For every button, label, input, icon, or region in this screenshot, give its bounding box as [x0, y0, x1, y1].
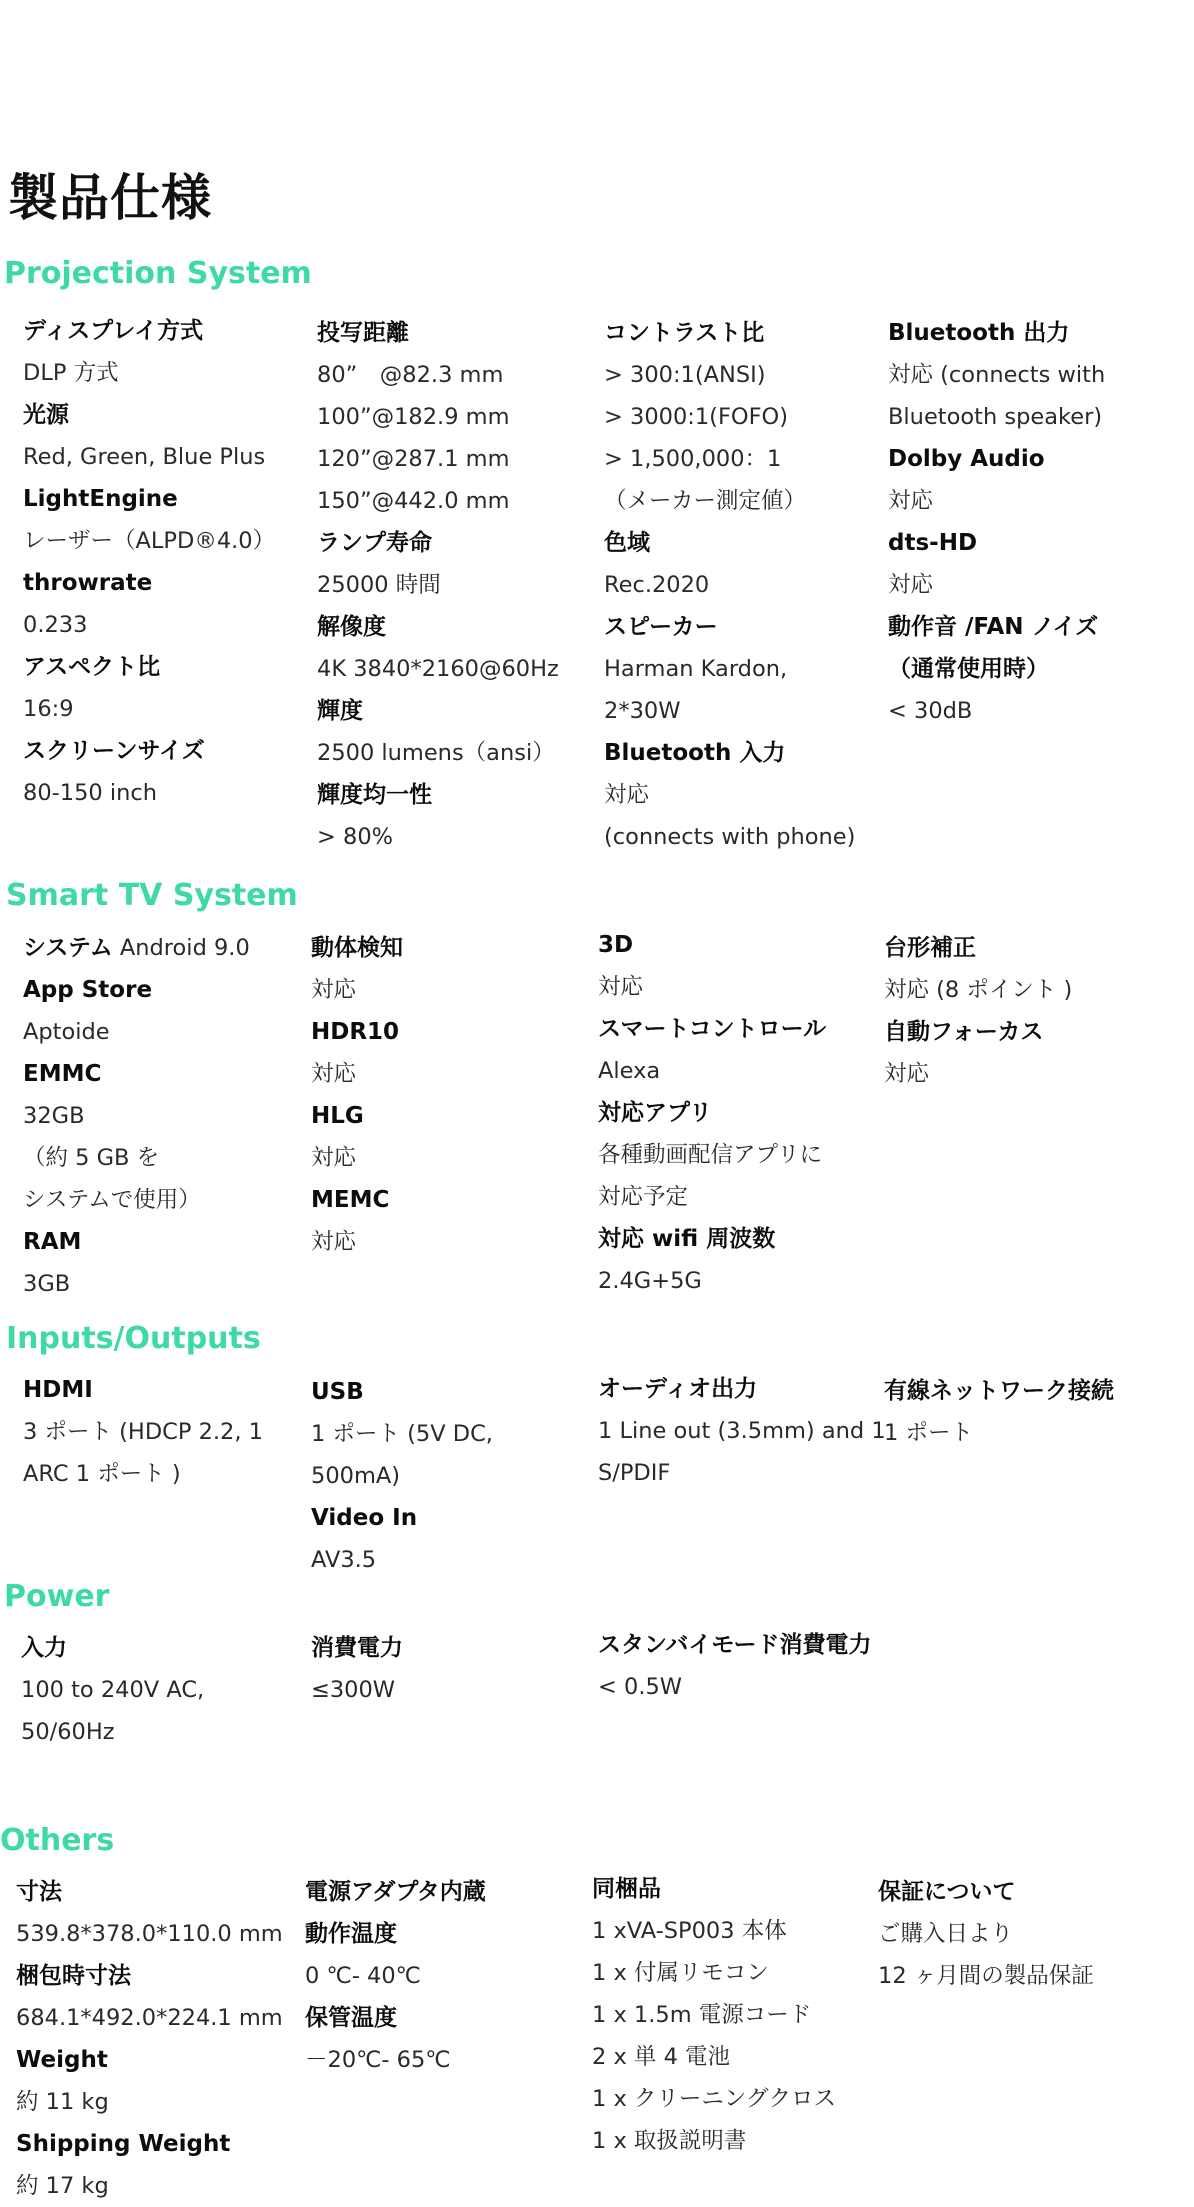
spec-value-text: レーザー（ALPD®4.0）	[23, 528, 276, 554]
spec-label	[598, 1368, 868, 1410]
spec-value-text: システムで使用）	[23, 1187, 201, 1213]
spec-value	[317, 816, 587, 858]
spec-label	[23, 478, 293, 520]
spec-label-text: Shipping Weight	[16, 2131, 231, 2157]
spec-value-text: 0.233	[23, 612, 88, 638]
spec-value	[305, 1955, 575, 1997]
spec-value-text: －20℃- 65℃	[305, 2047, 451, 2073]
spec-label-text: スピーカー	[604, 614, 718, 640]
spec-label-text: スマートコントロール	[598, 1016, 827, 1042]
spec-value	[604, 774, 874, 816]
spec-label	[23, 1053, 293, 1095]
section-heading-projection-system: Projection System	[4, 256, 312, 291]
spec-column	[884, 927, 1154, 1095]
spec-value-text: AV3.5	[311, 1547, 377, 1573]
spec-label	[305, 1871, 575, 1913]
spec-value	[311, 1053, 581, 1095]
spec-label-text: 3D	[598, 932, 634, 958]
spec-value-text: 0 ℃- 40℃	[305, 1963, 421, 1989]
spec-value-text: 対応予定	[598, 1184, 689, 1210]
spec-label	[604, 312, 874, 354]
spec-value-text: 12 ヶ月間の製品保証	[878, 1963, 1094, 1989]
spec-value-text: > 300:1(ANSI)	[604, 362, 766, 388]
spec-value-text: 対応 (connects with	[888, 362, 1106, 388]
spec-label-text: 自動フォーカス	[884, 1019, 1044, 1045]
spec-label	[311, 927, 581, 969]
spec-label-text: throwrate	[23, 570, 153, 596]
spec-label-text: 消費電力	[311, 1635, 403, 1661]
spec-label	[598, 1218, 868, 1260]
spec-label-text: ディスプレイ方式	[23, 318, 204, 344]
spec-value-text: > 80%	[317, 824, 394, 850]
spec-value-text: 1 ポート (5V DC,	[311, 1421, 493, 1447]
spec-value	[604, 564, 874, 606]
spec-label-text: ランプ寿命	[317, 530, 432, 556]
spec-value	[598, 1452, 868, 1494]
spec-value	[317, 564, 587, 606]
spec-value-text: 約 11 kg	[16, 2089, 109, 2115]
spec-value	[878, 1913, 1148, 1955]
spec-column	[888, 312, 1158, 732]
spec-value	[592, 1952, 862, 1994]
spec-column	[311, 1371, 581, 1581]
spec-value-text: Aptoide	[23, 1019, 110, 1045]
spec-value	[16, 1997, 286, 2039]
spec-value-text: 対応	[311, 1229, 357, 1255]
spec-value-text: 対応	[311, 977, 357, 1003]
spec-label	[317, 690, 587, 732]
spec-value	[23, 1011, 293, 1053]
spec-label-text: アスペクト比	[23, 654, 161, 680]
spec-value-text: 100 to 240V AC,	[21, 1677, 205, 1703]
section-heading-smart-tv-system: Smart TV System	[6, 878, 298, 913]
spec-value	[23, 1263, 293, 1305]
spec-label-text: MEMC	[311, 1187, 390, 1213]
spec-value-text: 2500 lumens（ansi）	[317, 740, 555, 766]
spec-value-text: 1 Line out (3.5mm) and 1	[598, 1418, 886, 1444]
spec-value	[23, 1179, 293, 1221]
spec-value	[16, 2081, 286, 2123]
spec-label-text: USB	[311, 1379, 364, 1405]
spec-label-text: 解像度	[317, 614, 386, 640]
spec-column	[305, 1871, 575, 2081]
spec-value-text: DLP 方式	[23, 360, 119, 386]
spec-label	[23, 1221, 293, 1263]
spec-label	[317, 312, 587, 354]
spec-value	[23, 1453, 293, 1495]
spec-value-text: Bluetooth speaker)	[888, 404, 1103, 430]
spec-label-text: 寸法	[16, 1879, 62, 1905]
spec-label	[592, 1868, 862, 1910]
spec-value	[888, 396, 1158, 438]
spec-value	[23, 1411, 293, 1453]
spec-value	[598, 1410, 886, 1452]
spec-value-text: 1 x 取扱説明書	[592, 2128, 747, 2154]
spec-value-text: （約 5 GB を	[23, 1145, 160, 1171]
spec-column	[21, 1627, 291, 1753]
spec-label-text: 入力	[21, 1635, 67, 1661]
spec-label-text: 動体検知	[311, 935, 403, 961]
spec-label-text: HDR10	[311, 1019, 400, 1045]
spec-value	[311, 969, 581, 1011]
spec-value-text: 対応	[888, 488, 934, 514]
spec-value-text: > 1,500,000：1	[604, 446, 782, 472]
spec-label-text: LightEngine	[23, 486, 178, 512]
spec-column	[23, 1369, 293, 1495]
spec-label-text: HLG	[311, 1103, 364, 1129]
spec-value	[592, 1994, 862, 2036]
spec-value-text: 3GB	[23, 1271, 71, 1297]
spec-value	[317, 648, 587, 690]
spec-label	[598, 1092, 868, 1134]
spec-label-text: 台形補正	[884, 935, 976, 961]
spec-label-text: オーディオ出力	[598, 1376, 758, 1402]
spec-value-text: 対応	[888, 572, 934, 598]
spec-value	[592, 2120, 862, 2162]
spec-value	[311, 1413, 581, 1455]
spec-label	[16, 1871, 286, 1913]
spec-value-text: 約 17 kg	[16, 2173, 109, 2199]
spec-label	[604, 732, 874, 774]
spec-label	[23, 646, 293, 688]
spec-value	[878, 1955, 1148, 1997]
spec-value	[598, 1134, 868, 1176]
spec-label	[888, 522, 1158, 564]
spec-value	[311, 1137, 581, 1179]
spec-value	[21, 1711, 291, 1753]
spec-value-text: （メーカー測定値）	[604, 488, 807, 514]
spec-label-text: Video In	[311, 1505, 418, 1531]
spec-value-text: 3 ポート (HDCP 2.2, 1	[23, 1419, 263, 1445]
spec-label-text: スクリーンサイズ	[23, 738, 205, 764]
spec-value	[604, 354, 874, 396]
spec-label-text: App Store	[23, 977, 153, 1003]
spec-value-text: ARC 1 ポート )	[23, 1461, 181, 1487]
spec-value-text: 1 ポート	[884, 1420, 973, 1446]
spec-value-text: S/PDIF	[598, 1460, 671, 1486]
spec-label-text: 梱包時寸法	[16, 1963, 131, 1989]
spec-value-text: 対応 (8 ポイント )	[884, 977, 1073, 1003]
spec-value	[311, 1539, 581, 1581]
spec-label-text: RAM	[23, 1229, 82, 1255]
spec-value-text: ご購入日より	[878, 1921, 1014, 1947]
spec-value-text: 対応	[604, 782, 650, 808]
spec-label	[888, 438, 1158, 480]
spec-label	[311, 1179, 581, 1221]
spec-label-text: EMMC	[23, 1061, 102, 1087]
spec-label-text: 色域	[604, 530, 650, 556]
spec-value-text: 1 x クリーニングクロス	[592, 2086, 836, 2112]
spec-label-text: 対応アプリ	[598, 1100, 713, 1126]
spec-value-text: 2*30W	[604, 698, 681, 724]
spec-value	[23, 604, 293, 646]
spec-value-text: Alexa	[598, 1058, 661, 1084]
spec-value-text: 1 x 1.5m 電源コード	[592, 2002, 812, 2028]
spec-value	[23, 1137, 293, 1179]
spec-value	[592, 2036, 862, 2078]
spec-label	[23, 394, 293, 436]
spec-label-text: Bluetooth 出力	[888, 320, 1070, 346]
spec-value-text: 対応	[598, 974, 644, 1000]
spec-label	[23, 927, 293, 969]
spec-value	[317, 480, 587, 522]
spec-label-text: 動作温度	[305, 1921, 397, 1947]
spec-value	[311, 1221, 581, 1263]
spec-label	[598, 1624, 872, 1666]
spec-label	[598, 924, 868, 966]
spec-column	[878, 1871, 1148, 1997]
spec-value-text: ≤300W	[311, 1677, 396, 1703]
section-heading-power: Power	[4, 1579, 110, 1614]
spec-label-text: Dolby Audio	[888, 446, 1045, 472]
spec-value	[317, 732, 587, 774]
spec-column	[23, 927, 293, 1305]
spec-value-text: 25000 時間	[317, 572, 441, 598]
spec-label	[888, 648, 1158, 690]
spec-column	[598, 1624, 872, 1708]
spec-label	[16, 2039, 286, 2081]
spec-label	[317, 522, 587, 564]
spec-label	[16, 2123, 286, 2165]
spec-value	[604, 480, 874, 522]
spec-value-text: < 0.5W	[598, 1674, 683, 1700]
spec-label	[884, 1011, 1154, 1053]
spec-label-text: HDMI	[23, 1377, 93, 1403]
spec-label	[317, 606, 587, 648]
spec-label-text: 投写距離	[317, 320, 409, 346]
spec-value	[311, 1455, 581, 1497]
spec-label	[21, 1627, 291, 1669]
spec-column	[598, 924, 868, 1302]
spec-label	[604, 606, 874, 648]
spec-value	[884, 969, 1154, 1011]
spec-value	[23, 436, 293, 478]
spec-value-text: 500mA)	[311, 1463, 401, 1489]
spec-label-text: 光源	[23, 402, 69, 428]
spec-value-text: > 3000:1(FOFO)	[604, 404, 789, 430]
spec-value	[16, 2165, 286, 2207]
spec-column	[16, 1871, 286, 2207]
spec-value	[305, 2039, 575, 2081]
spec-value	[598, 1666, 868, 1708]
spec-label-text: 同梱品	[592, 1876, 661, 1902]
spec-value	[21, 1669, 291, 1711]
spec-label	[305, 1997, 575, 2039]
spec-column	[592, 1868, 862, 2162]
spec-value	[592, 2078, 862, 2120]
spec-value-text: 50/60Hz	[21, 1719, 115, 1745]
section-heading-inputs-outputs: Inputs/Outputs	[6, 1321, 261, 1356]
spec-label	[888, 312, 1158, 354]
spec-label	[604, 522, 874, 564]
spec-value	[598, 1176, 868, 1218]
spec-value-text: Harman Kardon,	[604, 656, 788, 682]
spec-value-text: 80” @82.3 mm	[317, 362, 504, 388]
spec-value-text: 100”@182.9 mm	[317, 404, 510, 430]
spec-label	[311, 1497, 581, 1539]
spec-value-text: Red, Green, Blue Plus	[23, 444, 266, 470]
spec-label-text: システム	[23, 935, 113, 961]
spec-value	[598, 1050, 868, 1092]
spec-label-text: 輝度	[317, 698, 363, 724]
spec-label	[16, 1955, 286, 1997]
spec-value	[888, 564, 1158, 606]
spec-value-text: 684.1*492.0*224.1 mm	[16, 2005, 283, 2031]
spec-label-text: 有線ネットワーク接続	[884, 1378, 1114, 1404]
spec-value	[604, 438, 874, 480]
spec-value-text: 32GB	[23, 1103, 85, 1129]
spec-value	[884, 1412, 1154, 1454]
spec-value	[23, 1095, 293, 1137]
spec-column	[317, 312, 587, 858]
spec-label	[311, 1095, 581, 1137]
spec-label-text: 動作音 /FAN ノイズ	[888, 614, 1099, 640]
spec-value	[317, 354, 587, 396]
spec-value-text: 1 xVA-SP003 本体	[592, 1918, 787, 1944]
section-heading-others: Others	[0, 1823, 115, 1858]
spec-value-text: 80-150 inch	[23, 780, 157, 806]
spec-value-text: 対応	[884, 1061, 930, 1087]
spec-value	[23, 688, 293, 730]
spec-label-text: 保証について	[878, 1879, 1016, 1905]
spec-value-text: 対応	[311, 1145, 357, 1171]
spec-value-text: < 30dB	[888, 698, 973, 724]
spec-label-text: （通常使用時）	[888, 656, 1049, 682]
spec-column	[598, 1368, 886, 1494]
spec-label-text: スタンバイモード消費電力	[598, 1632, 872, 1658]
spec-value-text: (connects with phone)	[604, 824, 856, 850]
spec-value	[604, 816, 874, 858]
spec-column	[23, 310, 293, 814]
spec-value-text: Rec.2020	[604, 572, 710, 598]
spec-label	[23, 562, 293, 604]
spec-label	[311, 1627, 581, 1669]
spec-value	[23, 520, 293, 562]
spec-label	[305, 1913, 575, 1955]
spec-label-text: 輝度均一性	[317, 782, 432, 808]
spec-value	[604, 690, 874, 732]
spec-label	[598, 1008, 868, 1050]
spec-label	[311, 1011, 581, 1053]
spec-value-text: 4K 3840*2160@60Hz	[317, 656, 559, 682]
spec-label-text: 保管温度	[305, 2005, 397, 2031]
spec-value	[604, 648, 874, 690]
spec-value-text: 539.8*378.0*110.0 mm	[16, 1921, 283, 1947]
spec-value-text: 2.4G+5G	[598, 1268, 702, 1294]
spec-label-text: 電源アダプタ内蔵	[305, 1879, 486, 1905]
spec-value-text: 対応	[311, 1061, 357, 1087]
spec-label	[23, 730, 293, 772]
spec-label	[23, 1369, 293, 1411]
spec-label	[23, 310, 293, 352]
spec-value-text: 各種動画配信アプリに	[598, 1142, 823, 1168]
spec-value	[311, 1669, 581, 1711]
spec-value-text: 16:9	[23, 696, 74, 722]
spec-value	[888, 480, 1158, 522]
spec-label	[23, 969, 293, 1011]
page-title: 製品仕様	[8, 169, 212, 227]
spec-label-text: 対応 wifi 周波数	[598, 1226, 776, 1252]
spec-value	[592, 1910, 862, 1952]
spec-value	[16, 1913, 286, 1955]
spec-label	[884, 927, 1154, 969]
spec-value-text: 120”@287.1 mm	[317, 446, 510, 472]
spec-column	[311, 927, 581, 1263]
spec-value-text: 150”@442.0 mm	[317, 488, 510, 514]
spec-label	[317, 774, 587, 816]
spec-value-text: Android 9.0	[112, 935, 250, 961]
spec-column	[604, 312, 874, 858]
spec-value	[604, 396, 874, 438]
spec-label	[884, 1370, 1154, 1412]
spec-value	[884, 1053, 1154, 1095]
spec-column	[884, 1370, 1154, 1454]
spec-value	[23, 352, 293, 394]
spec-label-text: Weight	[16, 2047, 108, 2073]
spec-value	[598, 966, 868, 1008]
spec-value	[23, 772, 293, 814]
spec-value	[598, 1260, 868, 1302]
spec-value	[317, 438, 587, 480]
spec-label-text: コントラスト比	[604, 320, 765, 346]
spec-label	[878, 1871, 1148, 1913]
spec-value-text: 2 x 単 4 電池	[592, 2044, 731, 2070]
spec-value	[888, 690, 1158, 732]
spec-value-text: 1 x 付属リモコン	[592, 1960, 769, 1986]
spec-value	[888, 354, 1158, 396]
spec-value	[317, 396, 587, 438]
spec-label-text: dts-HD	[888, 530, 978, 556]
spec-label-text: Bluetooth 入力	[604, 740, 786, 766]
spec-label	[888, 606, 1158, 648]
spec-label	[311, 1371, 581, 1413]
spec-column	[311, 1627, 581, 1711]
